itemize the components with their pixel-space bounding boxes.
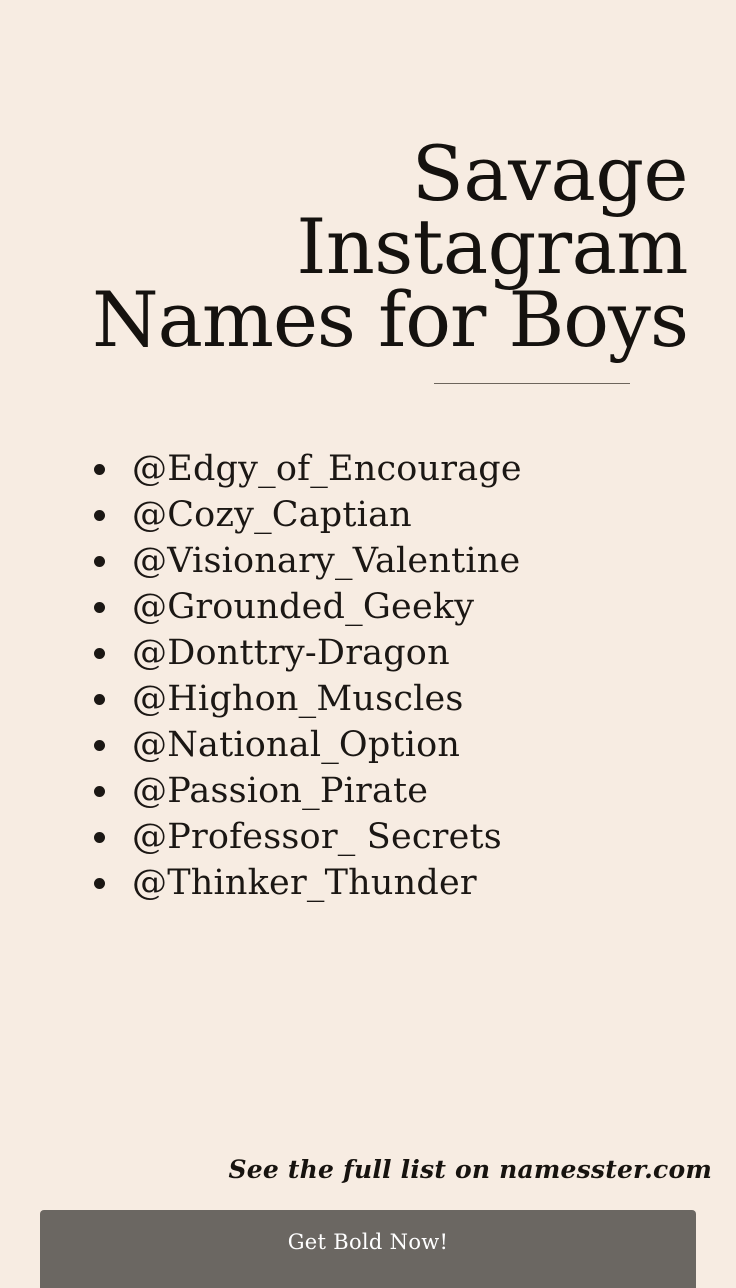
list-item-label: @Highon_Muscles — [132, 678, 464, 719]
list-item-label: @National_Option — [132, 724, 461, 765]
list-item — [86, 814, 736, 860]
list-item — [86, 446, 736, 492]
footer — [0, 1155, 736, 1288]
bullet-icon — [94, 510, 105, 521]
bullet-icon — [94, 878, 105, 889]
bullet-icon — [94, 832, 105, 843]
title-line-2: Instagram — [296, 201, 688, 291]
list-item — [86, 538, 736, 584]
bullet-icon — [94, 648, 105, 659]
title-line-1: Savage — [411, 129, 688, 218]
list-item-label: @Donttry-Dragon — [132, 632, 450, 673]
bullet-icon — [94, 556, 105, 567]
list-item — [86, 768, 736, 814]
list-item-label: @Edgy_of_Encourage — [132, 448, 522, 489]
bullet-icon — [94, 740, 105, 751]
title-line-3: Names for Boys — [92, 274, 688, 364]
list-item — [86, 492, 736, 538]
list-item — [86, 584, 736, 630]
list-item-label: @Passion_Pirate — [132, 770, 429, 811]
list-item — [86, 676, 736, 722]
footer-note: See the full list on namesster.com — [228, 1155, 712, 1184]
list-item — [86, 722, 736, 768]
list-item — [86, 860, 736, 906]
names-list-container — [0, 446, 736, 906]
page-title — [0, 129, 736, 384]
bullet-icon — [94, 464, 105, 475]
list-item — [86, 630, 736, 676]
list-item-label: @Professor_ Secrets — [132, 816, 502, 857]
names-list — [86, 446, 736, 906]
list-item-label: @Thinker_Thunder — [132, 862, 477, 903]
list-item-label: @Visionary_Valentine — [132, 540, 521, 581]
list-item-label: @Grounded_Geeky — [132, 586, 475, 627]
bullet-icon — [94, 602, 105, 613]
bullet-icon — [94, 694, 105, 705]
title-divider — [434, 383, 630, 384]
cta-button[interactable]: Get Bold Now! — [40, 1210, 696, 1288]
list-item-label: @Cozy_Captian — [132, 494, 412, 535]
bullet-icon — [94, 786, 105, 797]
